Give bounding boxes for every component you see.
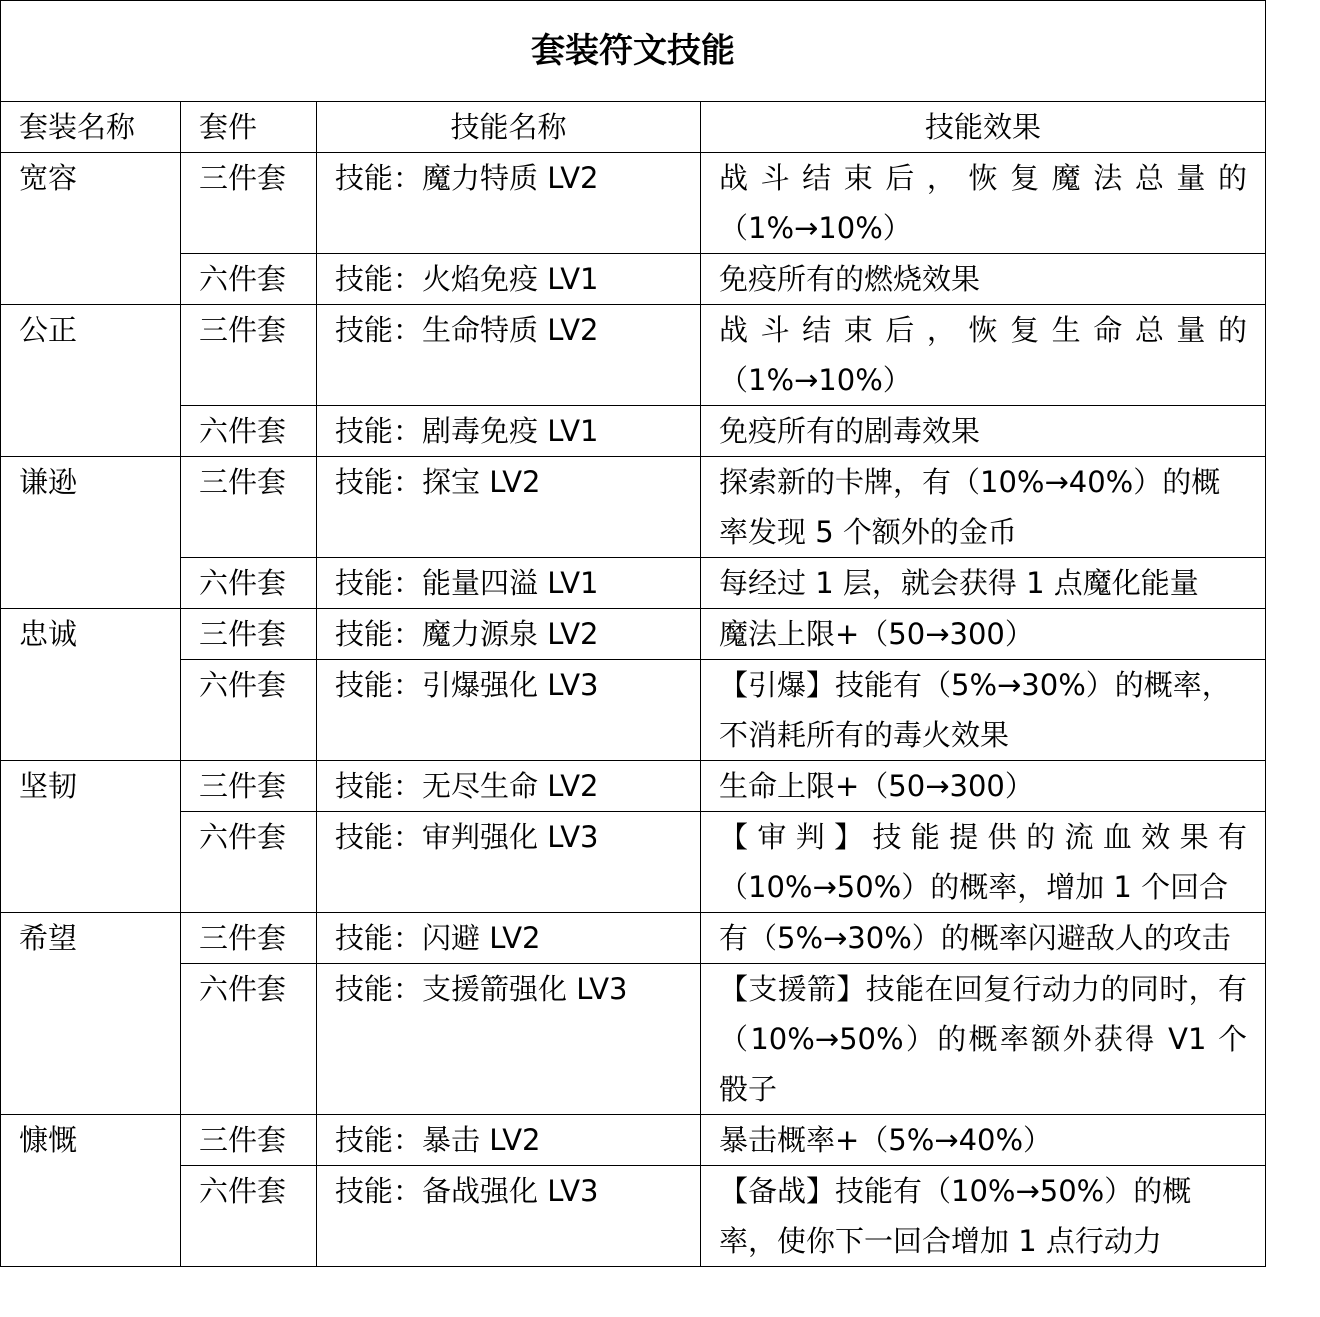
skill-effect: 暴击概率+（5%→40%） [701, 1115, 1266, 1166]
table-row [1, 558, 1266, 609]
skill-effect: 【支援箭】技能在回复行动力的同时，有（10%→50%）的概率额外获得 V1 个骰子 [701, 964, 1266, 1115]
piece-count: 三件套 [181, 609, 317, 660]
table-row [1, 761, 1266, 812]
skill-name: 技能：能量四溢 LV1 [317, 558, 701, 609]
skill-effect: 【备战】技能有（10%→50%）的概率，使你下一回合增加 1 点行动力 [701, 1166, 1266, 1267]
table-row [1, 812, 1266, 913]
table-row [1, 305, 1266, 406]
table-row [1, 1115, 1266, 1166]
skill-name: 技能：备战强化 LV3 [317, 1166, 701, 1267]
set-name: 谦逊 [1, 457, 181, 609]
skill-effect: 生命上限+（50→300） [701, 761, 1266, 812]
table-row [1, 964, 1266, 1115]
header-row [1, 102, 1266, 153]
table-row [1, 153, 1266, 254]
table-title: 套装符文技能 [1, 1, 1266, 102]
set-name: 公正 [1, 305, 181, 457]
table-row [1, 254, 1266, 305]
skill-effect: 魔法上限+（50→300） [701, 609, 1266, 660]
piece-count: 六件套 [181, 254, 317, 305]
table-row [1, 1166, 1266, 1267]
table-row [1, 913, 1266, 964]
skill-name: 技能：无尽生命 LV2 [317, 761, 701, 812]
piece-count: 三件套 [181, 305, 317, 406]
table-row [1, 457, 1266, 558]
piece-count: 三件套 [181, 913, 317, 964]
piece-count: 三件套 [181, 457, 317, 558]
skill-name: 技能：支援箭强化 LV3 [317, 964, 701, 1115]
piece-count: 六件套 [181, 1166, 317, 1267]
skill-effect: 【引爆】技能有（5%→30%）的概率，不消耗所有的毒火效果 [701, 660, 1266, 761]
skill-effect: 免疫所有的燃烧效果 [701, 254, 1266, 305]
piece-count: 六件套 [181, 406, 317, 457]
set-name: 坚韧 [1, 761, 181, 913]
header-piece: 套件 [181, 102, 317, 153]
table-row [1, 406, 1266, 457]
piece-count: 三件套 [181, 761, 317, 812]
skill-effect: 有（5%→30%）的概率闪避敌人的攻击 [701, 913, 1266, 964]
piece-count: 三件套 [181, 1115, 317, 1166]
table-row [1, 660, 1266, 761]
piece-count: 三件套 [181, 153, 317, 254]
skill-name: 技能：魔力特质 LV2 [317, 153, 701, 254]
skill-effect: 【审判】技能提供的流血效果有（10%→50%）的概率，增加 1 个回合 [701, 812, 1266, 913]
skill-effect: 战斗结束后，恢复生命总量的（1%→10%） [701, 305, 1266, 406]
skill-name: 技能：剧毒免疫 LV1 [317, 406, 701, 457]
piece-count: 六件套 [181, 558, 317, 609]
skill-effect: 免疫所有的剧毒效果 [701, 406, 1266, 457]
skill-effect: 探索新的卡牌，有（10%→40%）的概率发现 5 个额外的金币 [701, 457, 1266, 558]
set-name: 希望 [1, 913, 181, 1115]
piece-count: 六件套 [181, 660, 317, 761]
header-skill-name: 技能名称 [317, 102, 701, 153]
skill-name: 技能：闪避 LV2 [317, 913, 701, 964]
header-skill-effect: 技能效果 [701, 102, 1266, 153]
skill-name: 技能：审判强化 LV3 [317, 812, 701, 913]
skill-name: 技能：魔力源泉 LV2 [317, 609, 701, 660]
skill-name: 技能：生命特质 LV2 [317, 305, 701, 406]
skill-name: 技能：探宝 LV2 [317, 457, 701, 558]
skill-effect: 每经过 1 层，就会获得 1 点魔化能量 [701, 558, 1266, 609]
header-set-name: 套装名称 [1, 102, 181, 153]
piece-count: 六件套 [181, 964, 317, 1115]
set-name: 慷慨 [1, 1115, 181, 1267]
table-row [1, 609, 1266, 660]
skill-name: 技能：引爆强化 LV3 [317, 660, 701, 761]
title-row [1, 1, 1266, 102]
set-name: 忠诚 [1, 609, 181, 761]
set-name: 宽容 [1, 153, 181, 305]
skill-effect: 战斗结束后，恢复魔法总量的（1%→10%） [701, 153, 1266, 254]
piece-count: 六件套 [181, 812, 317, 913]
skill-name: 技能：火焰免疫 LV1 [317, 254, 701, 305]
skill-name: 技能：暴击 LV2 [317, 1115, 701, 1166]
